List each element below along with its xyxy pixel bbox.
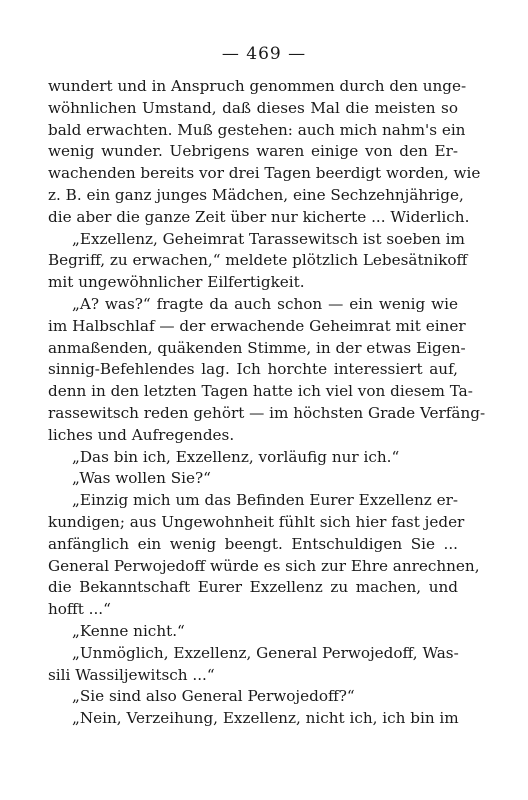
text-line: „Sie sind also General Perwojedoff?“ xyxy=(72,687,355,706)
text-line: z. B. ein ganz junges Mädchen, eine Sechzehnjährige, xyxy=(48,185,464,204)
text-line: „Einzig mich um das Befinden Eurer Exzellenz er- xyxy=(72,491,458,510)
body-text xyxy=(48,76,486,730)
text-line: die aber die ganze Zeit über nur kicherte ... Widerlich. xyxy=(48,207,470,226)
text-line: liches und Aufregendes. xyxy=(48,425,235,444)
text-line: die Bekanntschaft Eurer Exzellenz zu machen, und xyxy=(48,578,458,597)
text-line: „Was wollen Sie?“ xyxy=(72,469,211,488)
text-line: wachenden bereits vor drei Tagen beerdigt worden, wie xyxy=(48,164,481,183)
text-line: denn in den letzten Tagen hatte ich viel von diesem Ta- xyxy=(48,382,473,401)
text-line: sili Wassiljewitsch ...“ xyxy=(48,665,215,684)
text-line: anmaßenden, quäkenden Stimme, in der etwas Eigen- xyxy=(48,338,466,357)
text-line: General Perwojedoff würde es sich zur Ehre anrechnen, xyxy=(48,556,480,575)
text-line: sinnig-Befehlendes lag. Ich horchte interessiert auf, xyxy=(48,360,458,379)
text-line: „Kenne nicht.“ xyxy=(72,621,185,640)
text-line: wundert und in Anspruch genommen durch den unge- xyxy=(48,77,467,95)
text-line: mit ungewöhnlicher Eilfertigkeit. xyxy=(48,273,305,292)
text-line: im Halbschlaf — der erwachende Geheimrat mit einer xyxy=(48,316,466,335)
text-line: hofft ...“ xyxy=(48,600,111,619)
text-line: „A? was?“ fragte da auch schon — ein wenig wie xyxy=(72,294,458,313)
page-number: — 469 — xyxy=(221,44,307,64)
text-line: kundigen; aus Ungewohnheit fühlt sich hier fast jeder xyxy=(48,512,465,531)
text-line: bald erwachten. Muß gestehen: auch mich nahm's ein xyxy=(48,120,466,139)
text-line: wenig wunder. Uebrigens waren einige von den Er- xyxy=(48,142,458,161)
text-line: Begriff, zu erwachen,“ meldete plötzlich Lebesätnikoff xyxy=(48,251,468,270)
text-line: anfänglich ein wenig beengt. Entschuldigen Sie ... xyxy=(48,534,458,553)
text-line: „Unmöglich, Exzellenz, General Perwojedoff, Was- xyxy=(72,643,459,662)
text-line: wöhnlichen Umstand, daß dieses Mal die meisten so xyxy=(48,98,458,117)
text-line: „Exzellenz, Geheimrat Tarassewitsch ist soeben im xyxy=(72,229,465,248)
text-line: „Nein, Verzeihung, Exzellenz, nicht ich, ich bin im xyxy=(72,709,459,728)
text-line: „Das bin ich, Exzellenz, vorläufig nur ich.“ xyxy=(72,447,400,466)
text-line: rassewitsch reden gehört — im höchsten Grade Verfäng- xyxy=(48,403,486,422)
